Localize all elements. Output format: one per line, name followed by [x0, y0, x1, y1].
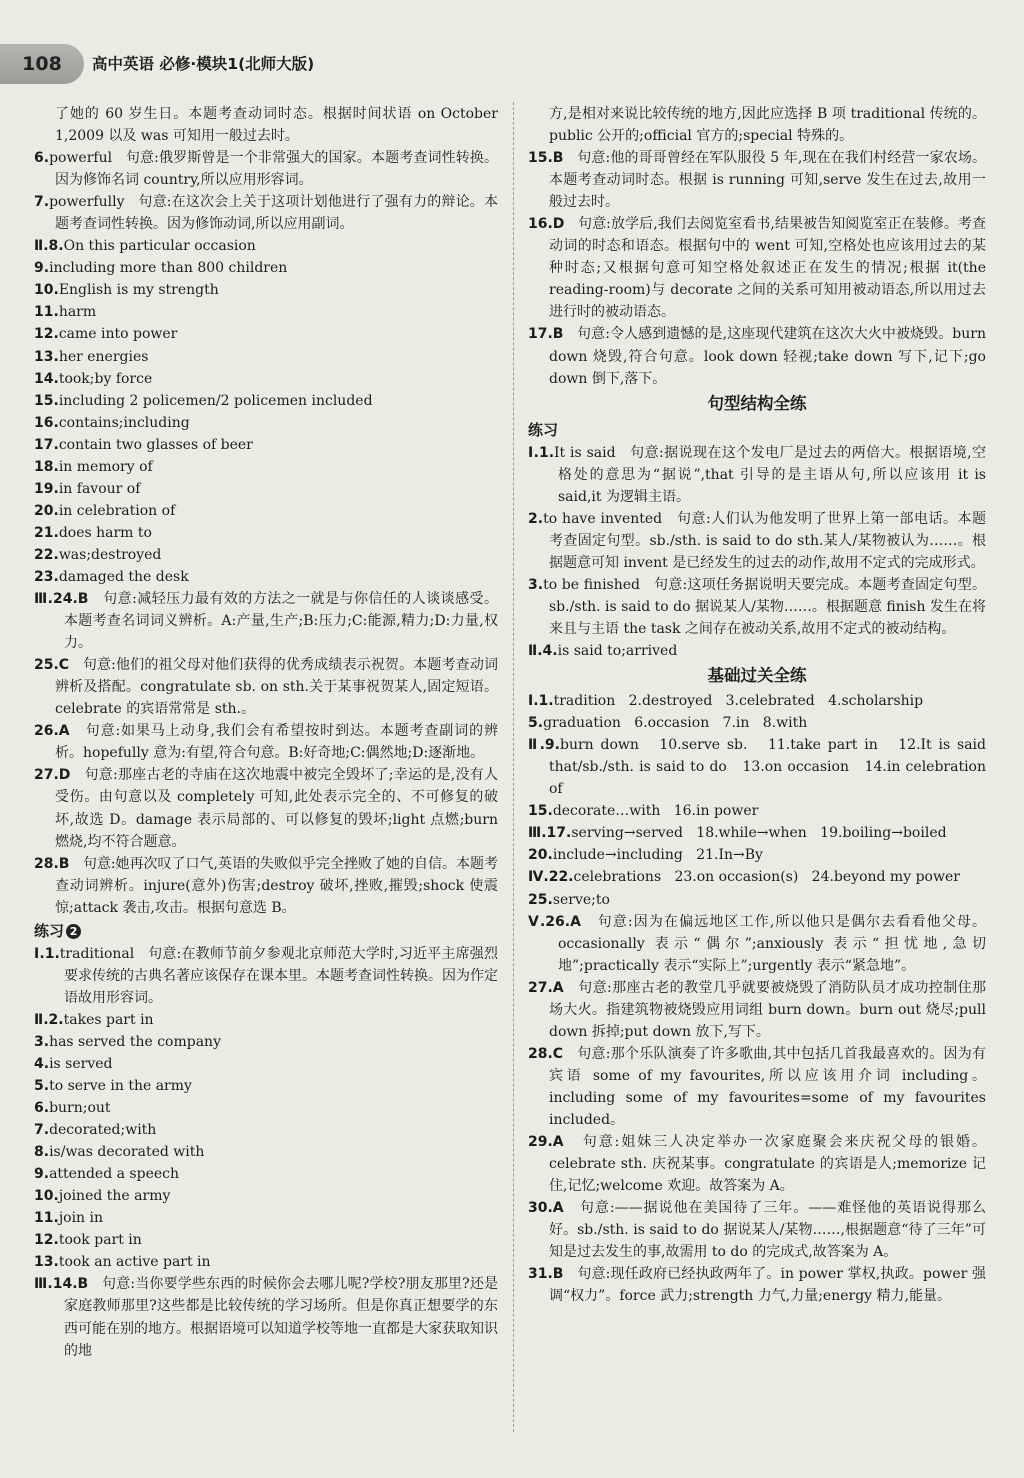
left-column-entry — [34, 191, 498, 235]
right-column-entry — [528, 1043, 991, 1131]
entry-text: English is my strength — [58, 282, 219, 299]
right-column-entry — [528, 911, 986, 977]
left-column-entry — [34, 720, 498, 764]
exercise-number-badge: 2 — [66, 924, 81, 939]
entry-number: 15. — [34, 392, 59, 409]
entry-text: powerful 句意:俄罗斯曾是一个非常强大的国家。本题考查词性转换。因为修饰名词 country,所以应用形容词。 — [49, 150, 498, 189]
entry-number: 10. — [34, 282, 59, 299]
entry-text: to serve in the army — [49, 1078, 192, 1095]
page-number: 108 — [0, 44, 84, 84]
entry-text: join in — [58, 1210, 104, 1227]
left-column-entry — [34, 368, 498, 390]
entry-text: 句意:——据说他在美国待了三年。——难怪他的英语说得那么好。sb./sth. is said to do 据说某人/某物……,根据题意“待了三年”可知是过去发生的事,故需用 to do 的完成式,故答案为 A。 — [549, 1200, 986, 1261]
entry-number: 18. — [34, 458, 59, 475]
left-column-entry — [34, 257, 498, 279]
left-column-entry — [34, 1251, 498, 1273]
entry-text: came into power — [58, 326, 178, 343]
right-column-entry — [528, 323, 991, 389]
entry-text: is said to;arrived — [557, 643, 678, 660]
entry-text: traditional 句意:在教师节前夕参观北京师范大学时,习近平主席强烈要求传统的古典名著应该保存在课本里。本题考查词性转换。因为作定语故用形容词。 — [59, 945, 498, 1006]
right-column-entry — [528, 712, 986, 734]
left-column-entry — [34, 1141, 498, 1163]
left-column-entry — [34, 1207, 498, 1229]
right-column-entry — [528, 734, 991, 800]
entry-number: 3. — [528, 576, 544, 593]
left-column-entry — [34, 1229, 498, 1251]
entry-number: 10. — [34, 1188, 59, 1205]
entry-text: 方,是相对来说比较传统的地方,因此应选择 B 项 traditional 传统的。public 公开的;official 官方的;special 特殊的。 — [549, 106, 986, 145]
right-column-entry — [528, 844, 986, 866]
entry-text: is/was decorated with — [49, 1144, 205, 1161]
entry-number: 7. — [34, 194, 50, 211]
left-column — [34, 103, 503, 1362]
entry-text: has served the company — [49, 1033, 221, 1050]
left-column-entry — [34, 1185, 498, 1207]
entry-text: 句意:当你要学些东西的时候你会去哪儿呢?学校?朋友那里?还是家庭教师那里?这些都是比较传统的学习场所。但是你真正想要学的东西可能在别的地方。根据语境可以知道学校等地一直都是大家获取知识的地 — [64, 1276, 498, 1359]
entry-text: decorated;with — [49, 1122, 157, 1139]
entry-number: 13. — [34, 348, 59, 365]
entry-number: Ⅰ.1. — [528, 693, 554, 710]
entry-number: 20. — [528, 847, 553, 864]
entry-number: 25. — [528, 891, 553, 908]
entry-number: 30.A — [528, 1200, 564, 1217]
entry-number: 17. — [34, 436, 59, 453]
entry-number: 4. — [34, 1055, 50, 1072]
right-column-entry — [528, 1131, 986, 1197]
exercise-heading — [528, 418, 986, 442]
entry-text: in memory of — [58, 458, 153, 475]
entry-number: 16.D — [528, 216, 565, 233]
entry-text: 句意:他的哥哥曾经在军队服役 5 年,现在在我们村经营一家农场。本题考查动词时态。根据 is running 可知,serve 发生在过去,故用一般过去时。 — [549, 150, 986, 211]
entry-text: in celebration of — [58, 502, 176, 519]
entry-number: 16. — [34, 414, 59, 431]
entry-number: 20. — [34, 502, 59, 519]
left-column-entry — [34, 1031, 498, 1053]
entry-text: On this particular occasion — [63, 238, 256, 255]
entry-number: Ⅱ.2. — [34, 1011, 64, 1028]
entry-text: including 2 policemen/2 policemen included — [58, 392, 373, 409]
entry-text: tradition 2.destroyed 3.celebrated 4.scholarship — [553, 693, 924, 710]
entry-number: Ⅱ.8. — [34, 238, 64, 255]
entry-number: 14. — [34, 370, 59, 387]
right-column-entry — [528, 574, 986, 640]
entry-number: 21. — [34, 524, 59, 541]
left-column-entry — [34, 522, 498, 544]
left-column-entry — [34, 279, 498, 301]
entry-number: Ⅱ.4. — [528, 643, 558, 660]
entry-text: contain two glasses of beer — [58, 436, 253, 453]
entry-number: 26.A — [34, 723, 70, 740]
right-column-entry — [528, 690, 986, 712]
right-column-entry — [528, 508, 986, 574]
left-column-entry — [34, 1053, 498, 1075]
right-column-entry — [528, 1263, 986, 1307]
entry-number: 29.A — [528, 1134, 564, 1151]
exercise-heading-label: 练习 — [34, 921, 65, 940]
entry-text: to be finished 句意:这项任务据说明天要完成。本题考查固定句型。sb./sth. is said to do 据说某人/某物……。根据题意 finish 发生在将来且与主语 the task 之间存在被动关系,故用不定式的被动结构。 — [543, 576, 986, 637]
entry-text: harm — [58, 304, 97, 321]
entry-number: 11. — [34, 1210, 59, 1227]
entry-text: 句意:令人感到遗憾的是,这座现代建筑在这次大火中被烧毁。burn down 烧毁,符合句意。look down 轻视;take down 写下,记下;go down 倒下,落下。 — [549, 326, 991, 387]
entry-text: took an active part in — [58, 1254, 211, 1271]
entry-number: 7. — [34, 1122, 50, 1139]
page-header — [0, 44, 600, 84]
right-column-entry — [528, 866, 986, 888]
entry-text: 句意:减轻压力最有效的方法之一就是与你信任的人谈谈感受。本题考查名词词义辨析。A:产量,生产;B:压力;C:能源,精力;D:力量,权力。 — [64, 591, 498, 652]
book-title: 高中英语 必修·模块1(北师大版) — [92, 55, 315, 73]
entry-number: 27.D — [34, 767, 71, 784]
left-column-entry — [34, 853, 498, 919]
entry-number: Ⅰ.1. — [528, 444, 555, 461]
left-column-entry — [34, 301, 498, 323]
right-column-entry — [528, 889, 986, 911]
entry-number: Ⅲ.24.B — [34, 591, 89, 608]
entry-text: 句意:如果马上动身,我们会有希望按时到达。本题考查副词的辨析。hopefully 意为:有望,符合句意。B:好奇地;C:偶然地;D:逐渐地。 — [55, 723, 498, 762]
right-column-entry — [528, 442, 991, 508]
entry-text: her energies — [58, 348, 149, 365]
entry-text: decorate…with 16.in power — [552, 803, 759, 820]
entry-number: 15.B — [528, 150, 564, 167]
entry-number: 19. — [34, 480, 59, 497]
entry-number: 12. — [34, 326, 59, 343]
entry-number: 6. — [34, 150, 50, 167]
left-column-entry — [34, 764, 503, 852]
left-column-entry — [34, 478, 498, 500]
entry-text: serve;to — [552, 891, 610, 908]
entry-number: 31.B — [528, 1266, 564, 1283]
left-column-entry — [34, 588, 498, 654]
right-column-entry — [528, 147, 986, 213]
left-column-entry — [34, 943, 498, 1009]
entry-text: 句意:那座古老的教堂几乎就要被烧毁了消防队员才成功控制住那场大火。指建筑物被烧毁应用词组 burn down。burn out 烧尽;pull down 拆掉;put down 放下,写下。 — [549, 979, 991, 1040]
entry-number: 27.A — [528, 979, 564, 996]
right-column-entry — [528, 103, 986, 147]
entry-text: damaged the desk — [58, 568, 189, 585]
entry-number: Ⅲ.14.B — [34, 1276, 89, 1293]
entry-number: 23. — [34, 568, 59, 585]
entry-text: does harm to — [58, 524, 152, 541]
entry-text: is served — [49, 1055, 113, 1072]
entry-text: graduation 6.occasion 7.in 8.with — [543, 715, 808, 732]
entry-text: takes part in — [63, 1011, 154, 1028]
entry-number: 8. — [34, 1144, 50, 1161]
section-title: 句型结构全练 — [707, 393, 807, 413]
entry-text: joined the army — [58, 1188, 171, 1205]
left-column-entry — [34, 456, 498, 478]
left-column-entry — [34, 390, 498, 412]
entry-number: 5. — [528, 715, 544, 732]
right-column-entry — [528, 822, 986, 844]
entry-number: 25.C — [34, 657, 70, 674]
right-column-entry — [528, 800, 986, 822]
entry-text: celebrations 23.on occasion(s) 24.beyond my power — [573, 869, 960, 886]
entry-text: include→including 21.In→By — [552, 847, 763, 864]
left-column-entry — [34, 346, 498, 368]
left-column-entry — [34, 147, 498, 191]
entry-text: 句意:他们的祖父母对他们获得的优秀成绩表示祝贺。本题考查动词辨析及搭配。congratulate sb. on sth.关于某事祝贺某人,固定短语。celebrate 的宾语常常是 sth.。 — [55, 657, 498, 718]
entry-number: 11. — [34, 304, 59, 321]
left-column-entry — [34, 103, 503, 147]
entry-text: powerfully 句意:在这次会上关于这项计划他进行了强有力的辩论。本题考查词性转换。因为修饰动词,所以应用副词。 — [49, 194, 498, 233]
entry-text: including more than 800 children — [49, 260, 288, 277]
entry-number: Ⅳ.22. — [528, 869, 574, 886]
entry-text: burn down 10.serve sb. 11.take part in 12.It is said that/sb./sth. is said to do 13.on occasion 14.in celebration of — [549, 737, 991, 798]
left-column-entry — [34, 500, 498, 522]
column-divider — [513, 102, 514, 1432]
entry-number: 2. — [528, 510, 544, 527]
entry-text: attended a speech — [49, 1166, 179, 1183]
entry-text: 了她的 60 岁生日。本题考查动词时态。根据时间状语 on October 1,2009 以及 was 可知用一般过去时。 — [55, 106, 503, 145]
entry-number: 17.B — [528, 326, 564, 343]
left-column-entry — [34, 412, 498, 434]
entry-number: Ⅱ.9. — [528, 737, 560, 754]
entry-number: Ⅰ.1. — [34, 945, 60, 962]
entry-text: It is said 句意:据说现在这个发电厂是过去的两倍大。根据语境,空格处的意思为“据说”,that 引导的是主语从句,所以应该用 it is said,it 为逻辑主语。 — [554, 444, 991, 505]
entry-number: 15. — [528, 803, 553, 820]
left-column-entry — [34, 544, 498, 566]
entry-text: 句意:她再次叹了口气,英语的失败似乎完全挫败了她的自信。本题考查动词辨析。injure(意外)伤害;destroy 破坏,挫败,摧毁;shock 使震惊;attack 袭击,攻击。根据句意选 B。 — [55, 855, 499, 916]
entry-number: 12. — [34, 1232, 59, 1249]
exercise-heading-label: 练习 — [528, 420, 559, 439]
right-column-entry — [528, 213, 991, 323]
entry-number: 5. — [34, 1078, 50, 1095]
entry-text: 句意:那座古老的寺庙在这次地震中被完全毁坏了;幸运的是,没有人受伤。由句意以及 completely 可知,此处表示完全的、不可修复的破坏,故选 D。damage 表示局部的、可以修复的毁坏;light 点燃;burn 燃烧,均不符合题意。 — [55, 767, 503, 850]
entry-number: 28.B — [34, 855, 70, 872]
entry-text: 句意:姐妹三人决定举办一次家庭聚会来庆祝父母的银婚。celebrate sth. 庆祝某事。congratulate 的宾语是人;memorize 记住,记忆;welcome 欢迎。故答案为 A。 — [549, 1134, 986, 1195]
left-column-entry — [34, 235, 498, 257]
entry-number: Ⅲ.17. — [528, 825, 572, 842]
entry-number: 28.C — [528, 1045, 564, 1062]
entry-number: 9. — [34, 1166, 50, 1183]
entry-number: 13. — [34, 1254, 59, 1271]
entry-text: took part in — [58, 1232, 142, 1249]
right-column-entry — [528, 640, 986, 662]
entry-number: 3. — [34, 1033, 50, 1050]
entry-text: to have invented 句意:人们认为他发明了世界上第一部电话。本题考查固定句型。sb./sth. is said to do sth.某人/某物被认为……。根据题意可知 invent 是已经发生的过去的动作,故用不定式的完成形式。 — [543, 510, 986, 571]
entry-number: 9. — [34, 260, 50, 277]
entry-text: 句意:现任政府已经执政两年了。in power 掌权,执政。power 强调“权力”。force 武力;strength 力气,力量;energy 精力,能量。 — [549, 1266, 986, 1305]
exercise-heading — [34, 919, 498, 943]
entry-text: took;by force — [58, 370, 153, 387]
left-column-entry — [34, 1119, 498, 1141]
entry-text: in favour of — [58, 480, 141, 497]
left-column-entry — [34, 1097, 498, 1119]
entry-number: 6. — [34, 1100, 50, 1117]
left-column-entry — [34, 434, 498, 456]
entry-text: serving→served 18.while→when 19.boiling→boiled — [571, 825, 947, 842]
right-column-entry — [528, 977, 991, 1043]
left-column-entry — [34, 323, 498, 345]
entry-text: 句意:因为在偏远地区工作,所以他只是偶尔去看看他父母。occasionally 表示“偶尔”;anxiously 表示“担忧地,急切地”;practically 表示“实际上”;urgently 表示“紧急地”。 — [558, 913, 986, 974]
left-column-entry — [34, 1075, 498, 1097]
left-column-entry — [34, 654, 498, 720]
left-column-entry — [34, 1163, 498, 1185]
entry-text: 句意:放学后,我们去阅览室看书,结果被告知阅览室正在装修。考查动词的时态和语态。根据句中的 went 可知,空格处也应该用过去的某种时态;又根据句意可知空格处叙述正在发生的情况;根据 it(the reading-room)与 decorate 之间的关系可知用被动语态,所以用过去进行时的被动语态。 — [549, 216, 991, 321]
entry-text: contains;including — [58, 414, 190, 431]
left-column-entry — [34, 1009, 498, 1031]
entry-number: 22. — [34, 546, 59, 563]
left-column-entry — [34, 566, 498, 588]
right-column — [528, 103, 991, 1307]
entry-text: burn;out — [49, 1100, 111, 1117]
entry-number: Ⅴ.26.A — [528, 913, 581, 930]
section-title: 基础过关全练 — [707, 666, 807, 686]
entry-text: 句意:那个乐队演奏了许多歌曲,其中包括几首我最喜欢的。因为有宾语 some of my favourites,所以应该用介词 including。including some of my favourites=some of my favourites included。 — [549, 1045, 991, 1128]
right-column-entry — [528, 1197, 986, 1263]
left-column-entry — [34, 1273, 498, 1361]
entry-text: was;destroyed — [58, 546, 162, 563]
